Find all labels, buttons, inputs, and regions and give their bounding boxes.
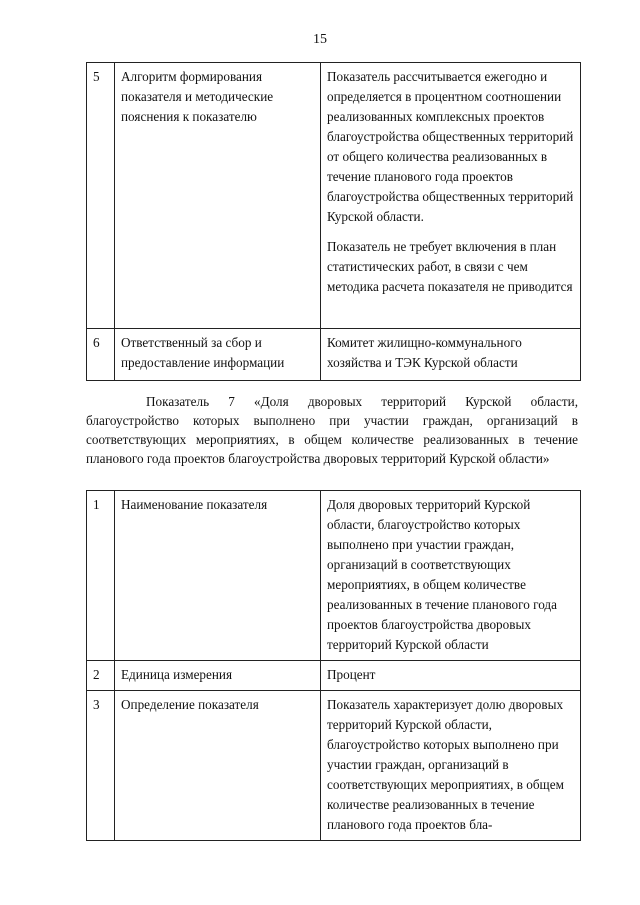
table-row [87,661,581,691]
row-number: 1 [87,491,115,661]
table-row [87,491,581,661]
row-value: Показатель характеризует долю дворовых территорий Курской области, благоустройство которых выполнено при участии граждан, организаций в соответствующих мероприятиях, в общем количестве реализованных в течение планового года проектов бла- [321,691,581,841]
indicator-table-top [86,62,581,381]
row-label: Алгоритм формирования показателя и методические пояснения к показателю [115,63,321,329]
row-value: Доля дворовых территорий Курской области, благоустройство которых выполнено при участии граждан, организаций в соответствующих мероприятиях, в общем количестве реализованных в течение планового года проектов благоустройства дворовых территорий Курской области [321,491,581,661]
page-number: 15 [313,32,327,47]
table-row [87,329,581,381]
row-number: 2 [87,661,115,691]
value-paragraph: Показатель не требует включения в план статистических работ, в связи с чем методика расчета показателя не приводится [327,239,573,294]
row-label: Определение показателя [115,691,321,841]
indicator-table-bottom [86,490,581,841]
row-label: Ответственный за сбор и предоставление информации [115,329,321,381]
row-value [321,329,581,381]
row-value: Процент [321,661,581,691]
row-label: Наименование показателя [115,491,321,661]
row-value [321,63,581,329]
table-row [87,63,581,329]
value-paragraph: Комитет жилищно-коммунального хозяйства и ТЭК Курской области [327,335,522,370]
row-label: Единица измерения [115,661,321,691]
row-number: 5 [87,63,115,329]
row-number: 6 [87,329,115,381]
indicator-7-intro: Показатель 7 «Доля дворовых территорий Курской области, благоустройство которых выполнено при участии граждан, организаций в соответствующих мероприятиях, в общем количестве реализованных в течение планового года проектов благоустройства дворовых территорий Курской области» [86,394,578,466]
value-paragraph: Показатель рассчитывается ежегодно и определяется в процентном соотношении реализованных комплексных проектов благоустройства общественных территорий от общего количества реализованных в течение планового года проектов благоустройства общественных территорий Курской области. [327,69,574,224]
table-row [87,691,581,841]
row-number: 3 [87,691,115,841]
